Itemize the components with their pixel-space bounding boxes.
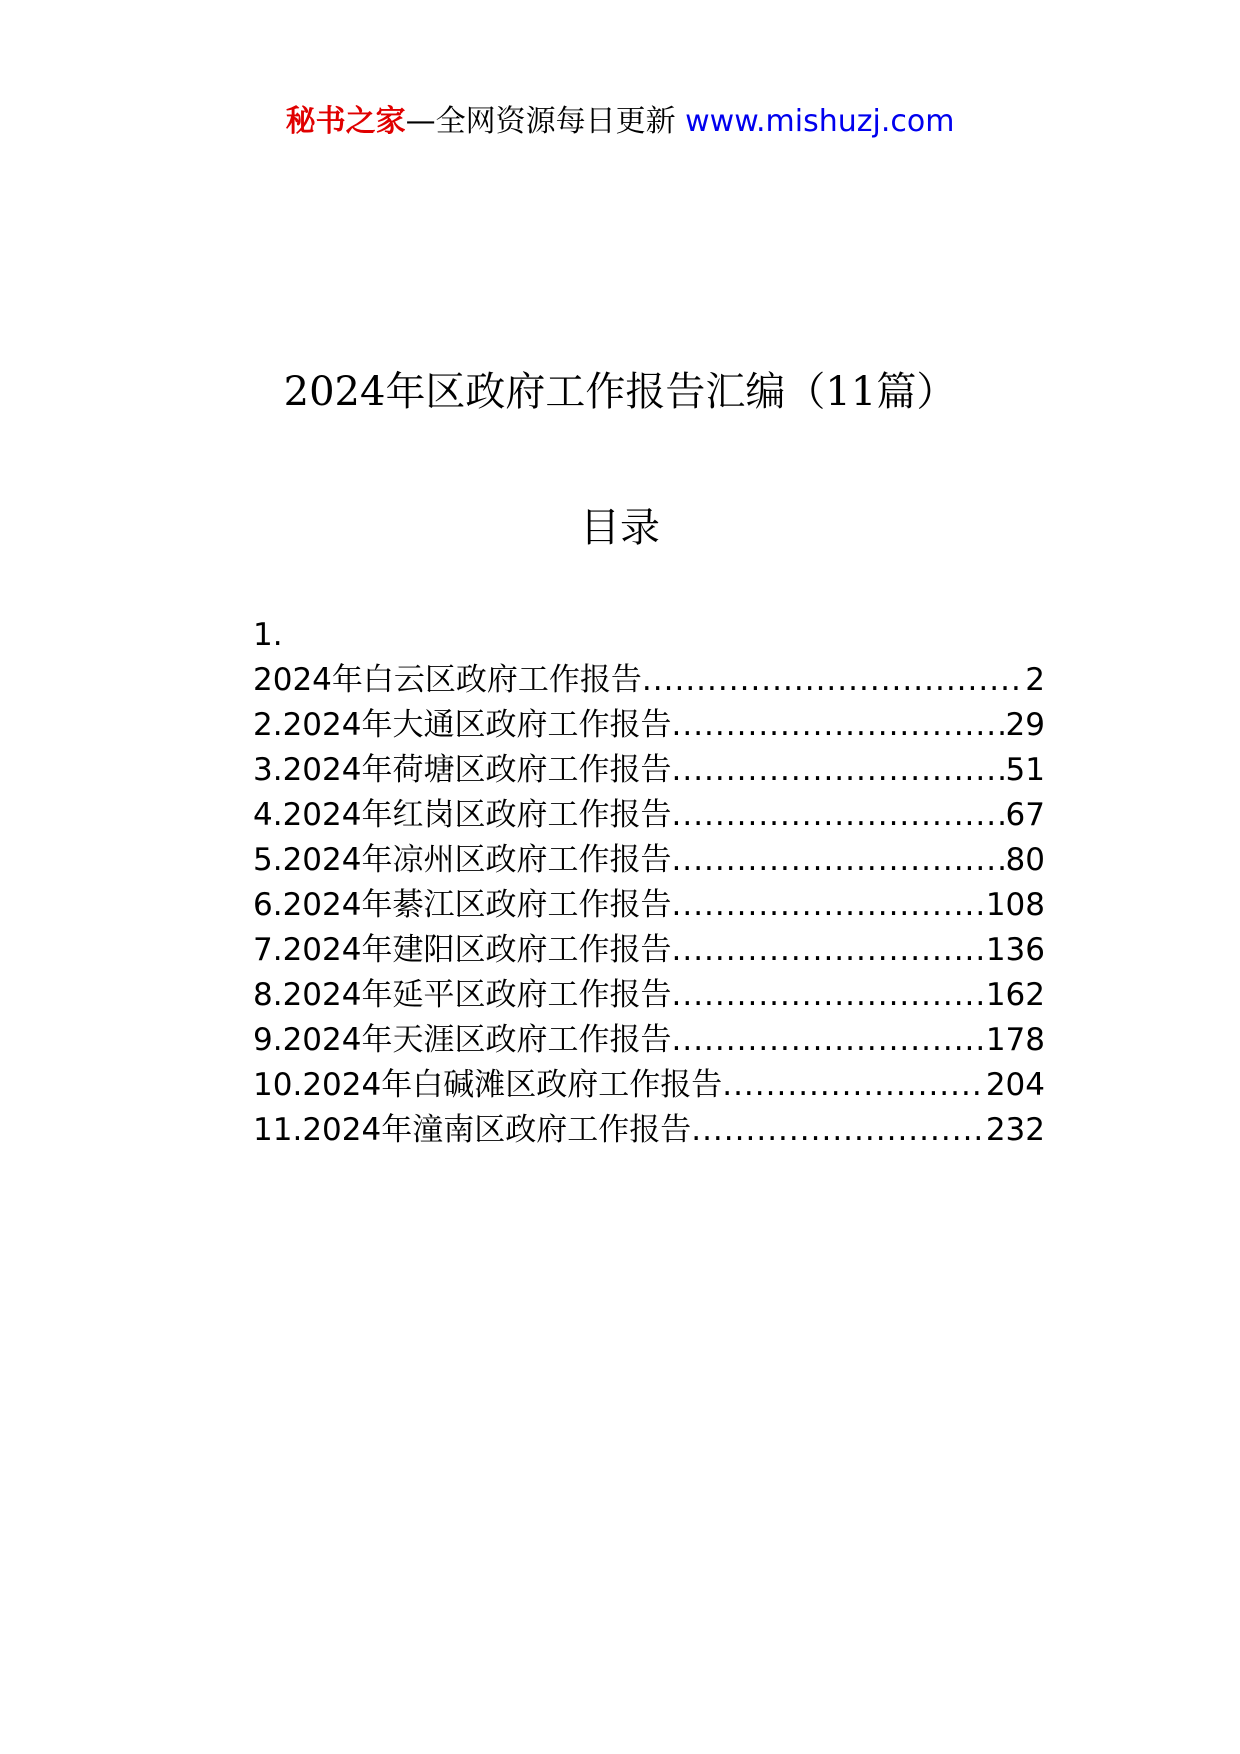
toc-entry-title: 2024年红岗区政府工作报告 <box>282 797 672 833</box>
toc-entry[interactable] <box>253 1063 1045 1108</box>
toc-dot-leader <box>642 658 1025 703</box>
toc-dot-leader <box>671 703 1005 748</box>
toc-entry-title: 2024年白碱滩区政府工作报告 <box>302 1067 723 1103</box>
toc-page-number: 2 <box>1025 662 1045 698</box>
toc-entry-title: 2024年荷塘区政府工作报告 <box>282 752 672 788</box>
toc-entry-number: 8. <box>253 977 283 1013</box>
toc-dot-leader <box>671 1018 985 1063</box>
toc-page-number: 178 <box>985 1022 1045 1058</box>
toc-entry-number: 1. <box>253 617 283 653</box>
toc-entry[interactable] <box>253 928 1045 973</box>
page-header <box>0 100 1240 144</box>
toc-dot-leader <box>691 1108 986 1153</box>
toc-entry-number: 7. <box>253 932 283 968</box>
toc-entry[interactable] <box>253 613 1045 703</box>
toc-page-number: 136 <box>985 932 1045 968</box>
toc-entry[interactable] <box>253 1108 1045 1153</box>
toc-heading: 目录 <box>580 505 660 551</box>
toc-entry[interactable] <box>253 1018 1045 1063</box>
toc-entry-number: 2. <box>253 707 283 743</box>
toc-page-number: 204 <box>985 1067 1045 1103</box>
toc-dot-leader <box>671 928 985 973</box>
toc-entry[interactable] <box>253 793 1045 838</box>
toc-entry[interactable] <box>253 838 1045 883</box>
toc-entry-title: 2024年延平区政府工作报告 <box>282 977 672 1013</box>
toc-dot-leader <box>722 1063 986 1108</box>
toc-entry-number: 6. <box>253 887 283 923</box>
toc-page-number: 232 <box>985 1112 1045 1148</box>
toc-entry-title: 2024年綦江区政府工作报告 <box>282 887 672 923</box>
site-url-link[interactable]: www.mishuzj.com <box>685 104 955 139</box>
toc-entry-number: 9. <box>253 1022 283 1058</box>
toc-dot-leader <box>671 973 985 1018</box>
toc-page-number: 80 <box>1005 842 1045 878</box>
toc-entry-title: 2024年凉州区政府工作报告 <box>282 842 672 878</box>
toc-entry-title: 2024年白云区政府工作报告 <box>253 662 642 698</box>
header-tagline: —全网资源每日更新 <box>405 104 676 139</box>
toc-entry-number: 3. <box>253 752 283 788</box>
toc-entry-title: 2024年大通区政府工作报告 <box>282 707 672 743</box>
toc-page-number: 162 <box>985 977 1045 1013</box>
toc-page-number: 51 <box>1005 752 1045 788</box>
toc-entry-title: 2024年潼南区政府工作报告 <box>302 1112 692 1148</box>
toc-entry[interactable] <box>253 703 1045 748</box>
toc-page-number: 108 <box>985 887 1045 923</box>
table-of-contents <box>253 613 1045 1153</box>
toc-entry[interactable] <box>253 883 1045 928</box>
toc-page-number: 67 <box>1005 797 1045 833</box>
toc-dot-leader <box>671 793 1005 838</box>
toc-page-number: 29 <box>1005 707 1045 743</box>
toc-entry[interactable] <box>253 748 1045 793</box>
toc-entry-title: 2024年建阳区政府工作报告 <box>282 932 672 968</box>
toc-entry-title: 2024年天涯区政府工作报告 <box>282 1022 672 1058</box>
toc-entry[interactable] <box>253 973 1045 1018</box>
toc-dot-leader <box>671 883 985 928</box>
toc-dot-leader <box>671 748 1005 793</box>
document-title: 2024年区政府工作报告汇编（11篇） <box>283 369 957 415</box>
toc-entry-number: 10. <box>253 1067 303 1103</box>
toc-entry-number: 4. <box>253 797 283 833</box>
toc-dot-leader <box>671 838 1005 883</box>
toc-entry-number: 11. <box>253 1112 303 1148</box>
brand-name: 秘书之家 <box>285 104 406 139</box>
toc-entry-number: 5. <box>253 842 283 878</box>
